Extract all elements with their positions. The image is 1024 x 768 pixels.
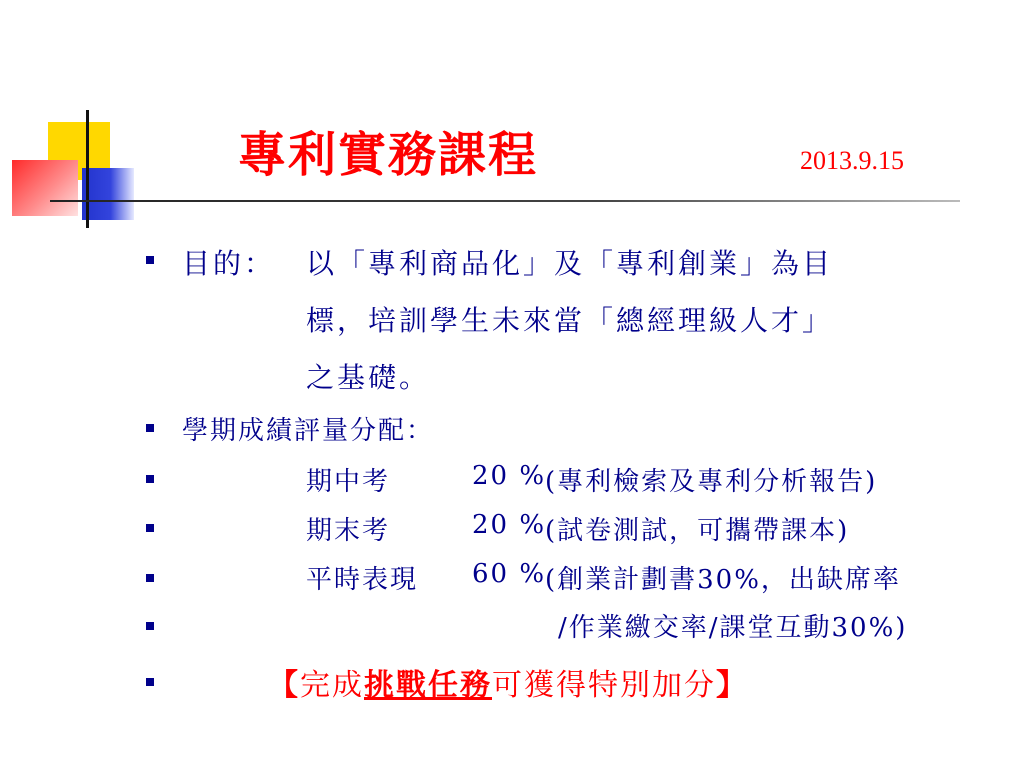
grade-note-continued: /作業繳交率/課堂互動30%): [558, 613, 908, 643]
grade-pct-midterm: 20 %: [472, 461, 547, 491]
logo-vertical-line: [86, 110, 89, 228]
grading-heading: 學期成績評量分配：: [182, 416, 435, 446]
bullet-icon: [146, 574, 154, 582]
bullet-icon: [146, 475, 154, 483]
bullet-icon: [146, 524, 154, 532]
title-divider-line: [50, 200, 960, 202]
slide-title: 專利實務課程: [238, 127, 539, 183]
purpose-line-2: 標，培訓學生未來當「總經理級人才」: [306, 304, 834, 337]
challenge-line: [268, 660, 748, 704]
grade-item-midterm: 期中考: [306, 467, 391, 497]
grade-pct-participation: 60 %: [472, 559, 547, 589]
challenge-close-bracket: 】: [716, 668, 748, 703]
purpose-label: 目的：: [182, 247, 276, 280]
grade-note-midterm: (專利檢索及專利分析報告): [545, 467, 878, 497]
challenge-open-bracket: 【: [268, 668, 300, 703]
bullet-icon: [146, 424, 154, 432]
challenge-prefix: 完成: [300, 668, 364, 703]
bullet-icon: [146, 678, 154, 686]
grade-note-participation: (創業計劃書30%，出缺席率: [545, 565, 901, 595]
purpose-line-1: 以「專利商品化」及「專利創業」為目: [306, 247, 834, 280]
grade-pct-final: 20 %: [472, 510, 547, 540]
logo-blue-square: [82, 168, 134, 220]
grade-item-final: 期末考: [306, 516, 391, 546]
bullet-icon: [146, 256, 154, 264]
purpose-line-3: 之基礎。: [306, 361, 431, 394]
logo-red-square: [12, 160, 78, 216]
challenge-emphasis: 挑戰任務: [364, 668, 492, 703]
challenge-suffix: 可獲得特別加分: [492, 668, 716, 703]
grade-note-final: (試卷測試，可攜帶課本): [545, 516, 850, 546]
slide-date: 2013.9.15: [800, 146, 904, 175]
bullet-icon: [146, 622, 154, 630]
grade-item-participation: 平時表現: [306, 565, 419, 595]
